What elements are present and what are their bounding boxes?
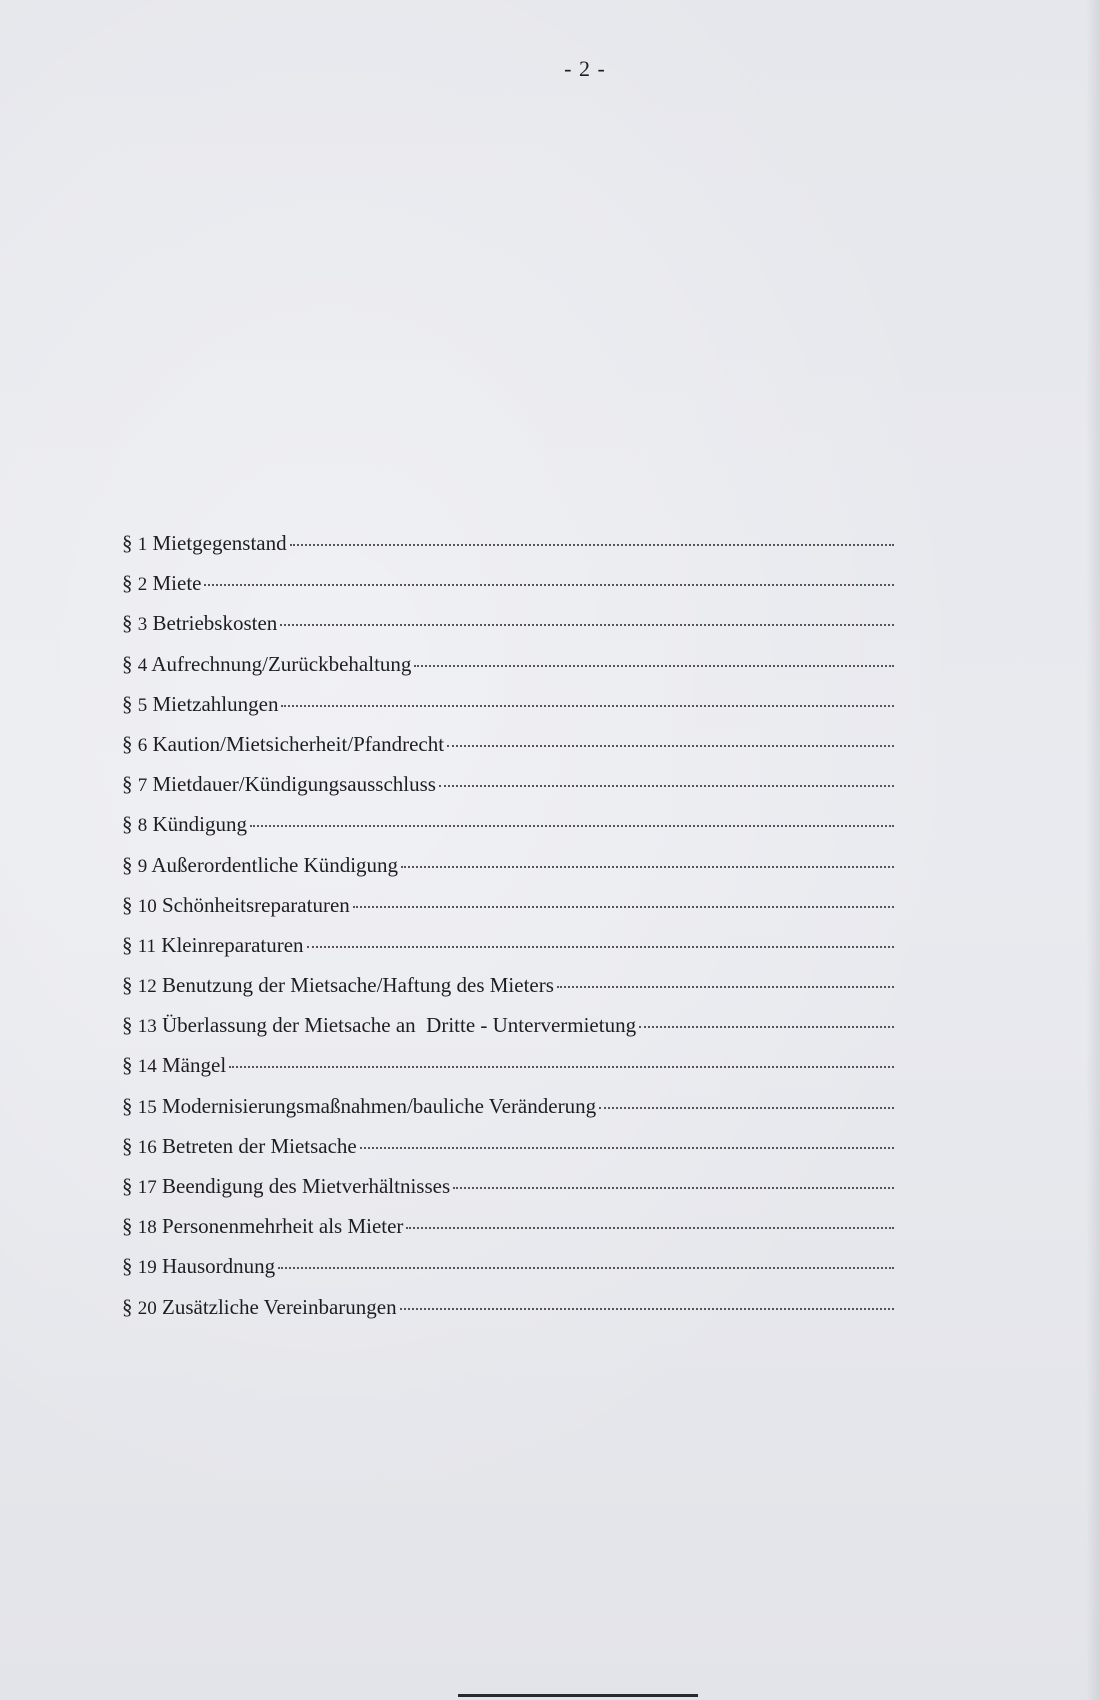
dot-leader [439, 785, 894, 787]
section-symbol: § [122, 932, 133, 957]
toc-item-label [122, 930, 307, 962]
toc-item [122, 1091, 894, 1131]
section-number: 1 [137, 534, 148, 555]
section-number: 9 [137, 855, 148, 877]
section-number: 2 [137, 574, 148, 596]
section-title: Zusätzliche Vereinbarungen [162, 1294, 397, 1319]
toc-item-label [122, 649, 414, 681]
page-edge-shadow [1086, 0, 1100, 1700]
dot-leader [599, 1107, 894, 1109]
toc-item-label [122, 1292, 400, 1324]
toc-item [122, 1131, 894, 1171]
toc-item [122, 528, 894, 568]
section-symbol: § [122, 651, 133, 676]
section-title: Kaution/Mietsicherheit/Pfandrecht [152, 731, 445, 756]
section-symbol: § [122, 571, 133, 596]
toc-item-label [122, 608, 280, 640]
dot-leader [280, 624, 894, 626]
toc-item-label [122, 850, 401, 882]
dot-leader [250, 825, 894, 827]
dot-leader [557, 986, 894, 988]
toc-item [122, 809, 894, 849]
section-number: 5 [137, 694, 148, 716]
section-title: Mietdauer/Kündigungsausschluss [152, 772, 436, 797]
section-symbol: § [122, 1254, 133, 1279]
section-title: Modernisierungsmaßnahmen/bauliche Veränderung [162, 1093, 597, 1118]
section-symbol: § [122, 772, 133, 797]
toc-item [122, 850, 894, 890]
section-symbol: § [122, 611, 133, 636]
section-symbol: § [122, 1174, 133, 1198]
section-number: 7 [137, 775, 148, 797]
dot-leader [414, 665, 894, 667]
section-symbol: § [122, 531, 133, 555]
section-title: Schönheitsreparaturen [162, 892, 350, 917]
toc-item-label [122, 1091, 599, 1123]
dot-leader [229, 1066, 894, 1068]
section-number: 19 [137, 1257, 157, 1279]
section-number: 12 [137, 976, 157, 998]
toc-item-label [122, 528, 290, 560]
section-number: 16 [137, 1136, 157, 1158]
section-symbol: § [122, 852, 133, 877]
dot-leader [307, 946, 894, 948]
section-title: Kündigung [152, 812, 247, 837]
toc-item [122, 1251, 894, 1291]
section-number: 15 [137, 1096, 157, 1118]
section-symbol: § [122, 812, 133, 837]
toc-item-label [122, 1050, 229, 1082]
toc-item [122, 689, 894, 729]
section-title: Benutzung der Mietsache/Haftung des Mieters [162, 973, 554, 998]
dot-leader [353, 906, 894, 908]
section-number: 8 [137, 815, 148, 837]
dot-leader [278, 1267, 894, 1269]
dot-leader [400, 1308, 894, 1310]
toc-item-label [122, 1171, 453, 1203]
section-number: 17 [137, 1177, 157, 1198]
toc-item-label [122, 769, 439, 801]
section-symbol: § [122, 1214, 133, 1239]
dot-leader [281, 705, 894, 707]
bottom-rule [458, 1694, 698, 1697]
section-title: Mietzahlungen [152, 691, 279, 716]
section-title: Aufrechnung/Zurückbehaltung [151, 651, 412, 676]
toc-item [122, 1171, 894, 1211]
section-symbol: § [122, 691, 133, 716]
dot-leader [204, 584, 894, 586]
toc-item-label [122, 689, 281, 721]
section-title: Überlassung der Mietsache an Dritte - Untervermietung [162, 1013, 637, 1038]
page-number: - 2 - [564, 56, 606, 81]
toc-item-label [122, 1251, 278, 1283]
toc-item-label [122, 1010, 639, 1042]
toc-item [122, 890, 894, 930]
toc-item-label [122, 809, 250, 841]
dot-leader [360, 1147, 894, 1149]
dot-leader [453, 1187, 894, 1189]
toc-item-label [122, 1211, 406, 1243]
toc-item [122, 1211, 894, 1251]
section-symbol: § [122, 973, 133, 998]
section-title: Beendigung des Mietverhältnisses [162, 1174, 451, 1198]
section-title: Außerordentliche Kündigung [151, 852, 399, 877]
section-symbol: § [122, 1053, 133, 1078]
section-number: 14 [137, 1056, 157, 1078]
section-symbol: § [122, 1133, 133, 1158]
section-number: 18 [137, 1217, 157, 1239]
toc-item [122, 649, 894, 689]
toc-item [122, 930, 894, 970]
dot-leader [401, 866, 894, 868]
section-title: Mietgegenstand [152, 531, 287, 555]
section-number: 20 [137, 1297, 157, 1319]
section-title: Miete [152, 571, 202, 596]
toc-item-label [122, 568, 204, 600]
dot-leader [447, 745, 894, 747]
toc-item [122, 769, 894, 809]
section-symbol: § [122, 892, 133, 917]
toc-item [122, 1010, 894, 1050]
section-number: 13 [137, 1016, 157, 1038]
section-symbol: § [122, 1093, 133, 1118]
section-number: 3 [137, 614, 148, 636]
toc-item [122, 729, 894, 769]
toc-item [122, 970, 894, 1010]
section-title: Kleinreparaturen [161, 932, 304, 957]
toc-item-label [122, 1131, 360, 1163]
table-of-contents [122, 528, 894, 1332]
section-title: Mängel [162, 1053, 227, 1078]
toc-item [122, 1292, 894, 1332]
dot-leader [406, 1227, 894, 1229]
section-symbol: § [122, 731, 133, 756]
section-number: 4 [137, 654, 148, 676]
section-number: 6 [137, 734, 148, 756]
section-symbol: § [122, 1013, 133, 1038]
section-title: Personenmehrheit als Mieter [162, 1214, 404, 1239]
toc-item-label [122, 729, 447, 761]
dot-leader [639, 1026, 894, 1028]
toc-item [122, 608, 894, 648]
section-title: Betreten der Mietsache [162, 1133, 357, 1158]
section-title: Hausordnung [162, 1254, 276, 1279]
toc-item-label [122, 970, 557, 1002]
toc-item [122, 568, 894, 608]
toc-item-label [122, 890, 353, 922]
section-title: Betriebskosten [152, 611, 278, 636]
section-number: 11 [137, 935, 157, 957]
dot-leader [290, 544, 894, 546]
section-symbol: § [122, 1294, 133, 1319]
toc-item [122, 1050, 894, 1090]
section-number: 10 [137, 895, 157, 917]
